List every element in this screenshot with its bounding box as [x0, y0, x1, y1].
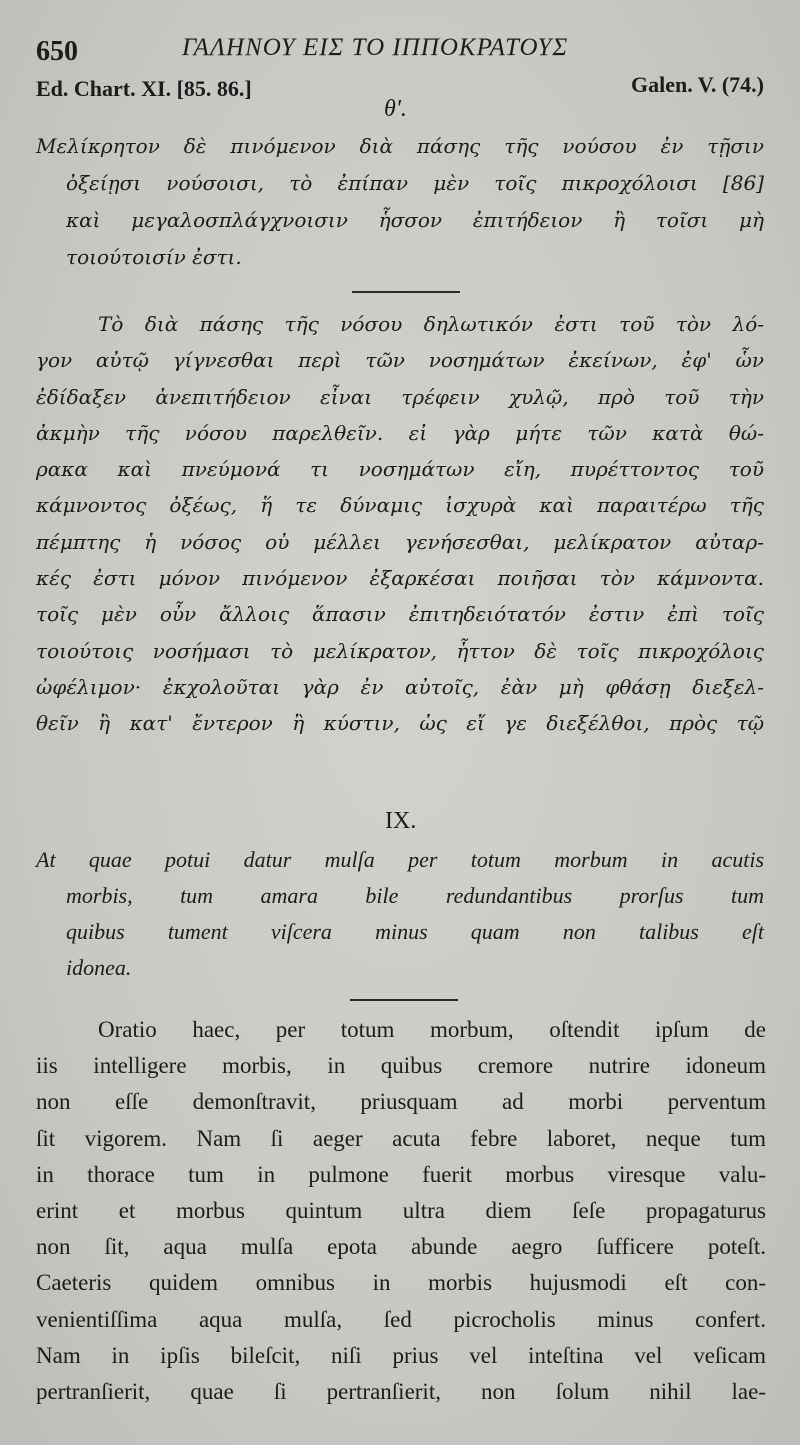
- greek-commentary-line: ἐδίδαξεν ἀνεπιτήδειον εἶναι τρέφειν χυλῷ, πρὸ τοῦ τὴν: [36, 384, 764, 409]
- greek-lemma-line: καὶ μεγαλοσπλάγχνοισιν ἧσσον ἐπιτήδειον ἢ τοῖσι μὴ: [66, 208, 764, 232]
- greek-commentary-line: πέμπτης ἡ νόσος οὐ μέλλει γενήσεσθαι, μελίκρατον αὐταρ-: [36, 529, 764, 554]
- greek-commentary-line: ὠφέλιμον· ἐκχολοῦται γὰρ ἐν αὐτοῖς, ἐὰν μὴ φθάσῃ διεξελ-: [36, 674, 764, 699]
- greek-commentary-line: τοιούτοις νοσήμασι τὸ μελίκρατον, ἧττον δὲ τοῖς πικροχόλοις: [36, 638, 764, 663]
- latin-lemma: [36, 842, 764, 986]
- greek-commentary-line: τοῖς μὲν οὖν ἄλλοις ἅπασιν ἐπιτηδειότατόν ἐστιν ἐπὶ τοῖς: [36, 602, 764, 627]
- latin-commentary-line: iis intelligere morbis, in quibus cremore nutrire idoneum: [36, 1053, 766, 1079]
- latin-commentary-line: in thorace tum in pulmone fuerit morbus viresque valu-: [36, 1161, 766, 1187]
- greek-commentary-line: Τὸ διὰ πάσης τῆς νόσου δηλωτικόν ἐστι τοῦ τὸν λό-: [98, 312, 764, 336]
- greek-lemma: [36, 128, 764, 276]
- greek-commentary-line: ρακα καὶ πνεύμονά τι νοσημάτων εἴη, πυρέττοντος τοῦ: [36, 457, 764, 482]
- latin-commentary: [36, 1012, 766, 1410]
- latin-lemma-line: morbis, tum amara bile redundantibus prorſus tum: [66, 883, 764, 908]
- latin-commentary-line: Caeteris quidem omnibus in morbis hujusmodi eſt con-: [36, 1270, 766, 1296]
- volume-reference: Galen. V. (74.): [630, 72, 764, 97]
- greek-lemma-line: ὀξείῃσι νούσοισι, τὸ ἐπίπαν μὲν τοῖς πικροχόλοισι [86]: [66, 171, 764, 195]
- greek-lemma-line: τοιούτοισίν ἐστι.: [66, 245, 242, 269]
- greek-commentary: [36, 306, 764, 742]
- latin-commentary-line: pertranſierit, quae ſi pertranſierit, non ſolum nihil lae-: [36, 1379, 766, 1405]
- greek-commentary-line: γον αὐτῷ γίγνεσθαι περὶ τῶν νοσημάτων ἐκείνων, ἐφ' ὧν: [36, 348, 764, 373]
- page-header: [36, 28, 760, 68]
- latin-commentary-line: non ſit, aqua mulſa epota abunde aegro ſufficere poteſt.: [36, 1234, 766, 1260]
- latin-commentary-line: venientiſſima aqua mulſa, ſed picrocholis minus confert.: [36, 1306, 766, 1332]
- edition-reference: Ed. Chart. XI. [85. 86.]: [36, 76, 252, 101]
- latin-commentary-line: erint et morbus quintum ultra diem ſeſe propagaturus: [36, 1198, 766, 1224]
- greek-lemma-line: Μελίκρητον δὲ πινόμενον διὰ πάσης τῆς νούσου ἐν τῇσιν: [36, 134, 764, 158]
- latin-section-number: IX.: [385, 808, 417, 834]
- latin-commentary-line: ſit vigorem. Nam ſi aeger acuta febre laboret, neque tum: [36, 1125, 766, 1151]
- latin-commentary-line: non eſſe demonſtravit, priusquam ad morbi perventum: [36, 1089, 766, 1115]
- greek-commentary-line: θεῖν ἢ κατ' ἔντερον ἢ κύστιν, ὡς εἴ γε διεξέλθοι, πρὸς τῷ: [36, 711, 764, 736]
- latin-lemma-line: idonea.: [66, 955, 132, 980]
- greek-section-number: θ'.: [384, 96, 407, 122]
- running-head: ΓΑΛΗΝΟΥ ΕΙΣ ΤΟ ΙΠΠΟΚΡΑΤΟΥΣ: [182, 34, 569, 61]
- latin-commentary-line: Oratio haec, per totum morbum, oſtendit ipſum de: [98, 1017, 766, 1042]
- latin-commentary-line: Nam in ipſis bileſcit, niſi prius vel inteſtina vel veſicam: [36, 1342, 766, 1368]
- greek-commentary-line: κές ἐστι μόνον πινόμενον ἐξαρκέσαι ποιῆσαι τὸν κάμνοντα.: [36, 566, 764, 591]
- section-divider: [352, 291, 460, 293]
- latin-lemma-line: quibus tument viſcera minus quam non talibus eſt: [66, 919, 764, 944]
- section-divider: [350, 999, 458, 1001]
- page-number: 650: [36, 36, 78, 67]
- latin-lemma-line: At quae potui datur mulſa per totum morbum in acutis: [36, 847, 764, 872]
- greek-commentary-line: κάμνοντος ὀξέως, ἥ τε δύναμις ἰσχυρὰ καὶ παραιτέρω τῆς: [36, 493, 764, 518]
- greek-commentary-line: ἀκμὴν τῆς νόσου παρελθεῖν. εἰ γὰρ μήτε τῶν κατὰ θώ-: [36, 420, 764, 445]
